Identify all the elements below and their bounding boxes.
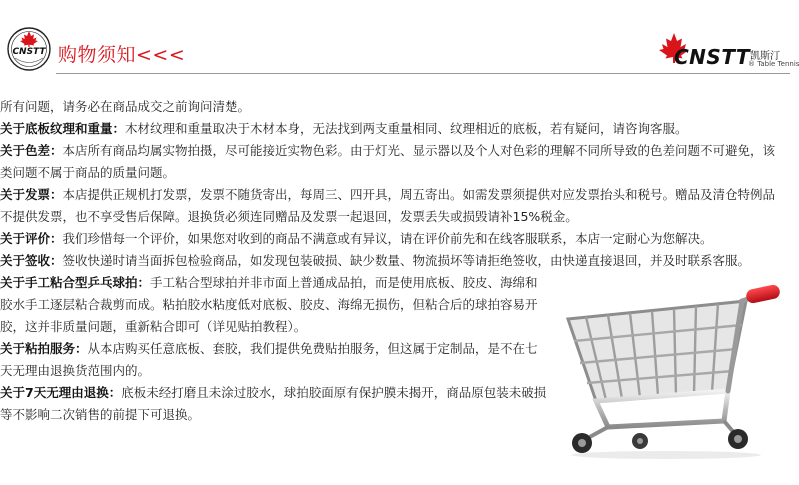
note-invoice: 关于发票：本店提供正规机打发票，发票不随货寄出，每周三、四开具，周五寄出。如需发票须提供对应发票抬头和税号。赠品及清仓特例品不提供发票，也不享受售后保障。退换货必须连同赠品及发票一起退回，发票丢失或损毁请补15%税金。	[0, 187, 776, 224]
note-color-difference: 关于色差：本店所有商品均属实物拍摄，尽可能接近实物色彩。由于灯光、显示器以及个人对色彩的理解不同所导致的色差问题不可避免，该类问题不属于商品的质量问题。	[0, 143, 776, 180]
note-intro: 所有问题，请务必在商品成交之前询问清楚。	[0, 99, 251, 114]
note-label: 关于色差：	[0, 143, 63, 158]
brand-badge-icon	[6, 26, 52, 72]
shopping-cart-icon	[556, 283, 786, 461]
note-label: 关于签收：	[0, 253, 63, 268]
note-label: 关于手工粘合型乒乓球拍：	[0, 275, 151, 290]
page-header	[0, 0, 799, 88]
note-signing: 关于签收：签收快递时请当面拆包检验商品，如发现包装破损、缺少数量、物流损坏等请拒绝签收，由快递直接退回，并及时联系客服。	[0, 253, 751, 268]
note-assembly-service: 关于粘拍服务：从本店购买任意底板、套胶，我们提供免费贴拍服务，但这属于定制品，是不在七天无理由退换货范围内的。	[0, 341, 538, 378]
note-texture-weight: 关于底板纹理和重量：木材纹理和重量取决于木材本身，无法找到两支重量相同、纹理相近的底板，若有疑问，请咨询客服。	[0, 121, 688, 136]
brand-wordmark: CNSTT	[674, 45, 751, 69]
note-review: 关于评价：我们珍惜每一个评价，如果您对收到的商品不满意或有异议，请在评价前先和在线客服联系，本店一定耐心为您解决。	[0, 231, 713, 246]
brand-name-cn: 凯斯汀	[750, 51, 780, 62]
brand-logo	[652, 32, 799, 72]
brand-tagline: ® Table Tennis	[748, 60, 799, 68]
header-divider	[56, 73, 790, 74]
note-label: 关于发票：	[0, 187, 63, 202]
note-seven-day-return: 关于7天无理由退换：底板未经打磨且未涂过胶水，球拍胶面原有保护膜未揭开，商品原包装未破损等不影响二次销售的前提下可退换。	[0, 385, 547, 422]
note-label: 关于粘拍服务：	[0, 341, 88, 356]
note-label: 关于评价：	[0, 231, 63, 246]
page-title: 购物须知<<<	[58, 44, 186, 66]
note-handmade-paddle: 关于手工粘合型乒乓球拍：手工粘合型球拍并非市面上普通成品拍，而是使用底板、胶皮、海绵和胶水手工逐层粘合裁剪而成。粘拍胶水粘度低对底板、胶皮、海绵无损伤，但粘合后的球拍容易开胶，这并非质量问题，重新粘合即可（详见贴拍教程）。	[0, 275, 538, 334]
note-label: 关于7天无理由退换：	[0, 385, 122, 400]
note-label: 关于底板纹理和重量：	[0, 121, 126, 136]
badge-wordmark: CNSTT	[12, 47, 46, 57]
